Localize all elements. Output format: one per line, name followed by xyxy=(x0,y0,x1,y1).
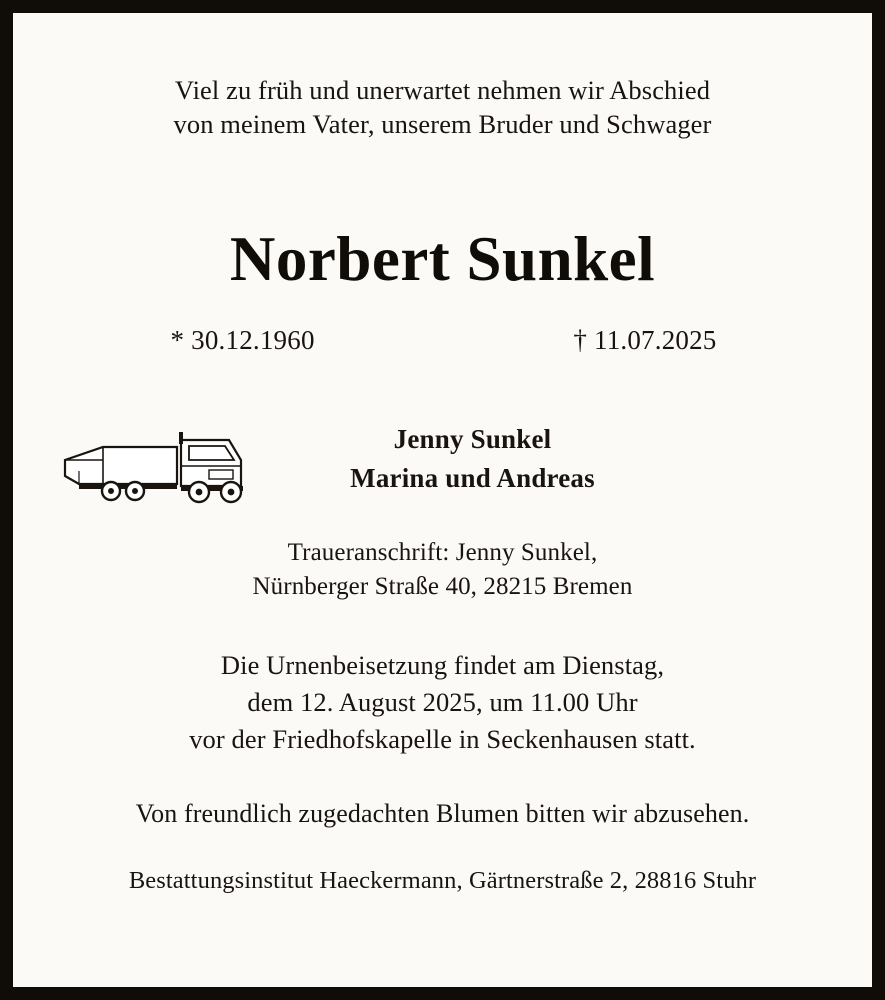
death-date: † 11.07.2025 xyxy=(573,324,717,355)
survivor-line-1: Jenny Sunkel xyxy=(393,423,552,454)
mourning-address xyxy=(253,536,633,604)
survivors-list xyxy=(53,420,832,498)
ceremony-details xyxy=(189,647,696,757)
intro-text xyxy=(174,73,712,142)
ceremony-line-2: dem 12. August 2025, um 11.00 Uhr xyxy=(247,686,638,717)
ceremony-line-1: Die Urnenbeisetzung findet am Dienstag, xyxy=(220,650,665,681)
intro-line-1: Viel zu früh und unerwartet nehmen wir Abschied xyxy=(174,75,711,105)
ceremony-line-3: vor der Friedhofskapelle in Seckenhausen statt. xyxy=(189,723,696,754)
intro-line-2: von meinem Vater, unserem Bruder und Schwager xyxy=(173,109,712,140)
flowers-note: Von freundlich zugedachten Blumen bitten wir abzusehen. xyxy=(135,799,750,829)
illustration-and-survivors-row xyxy=(53,414,832,514)
deceased-name: Norbert Sunkel xyxy=(229,223,656,294)
life-dates xyxy=(163,325,723,356)
address-line-2: Nürnberger Straße 40, 28215 Bremen xyxy=(252,572,633,600)
address-line-1: Traueranschrift: Jenny Sunkel, xyxy=(287,538,598,566)
survivor-line-2: Marina und Andreas xyxy=(350,463,595,494)
birth-date: * 30.12.1960 xyxy=(170,324,315,355)
funeral-home-info: Bestattungsinstitut Haeckermann, Gärtnerstraße 2, 28816 Stuhr xyxy=(128,867,757,895)
